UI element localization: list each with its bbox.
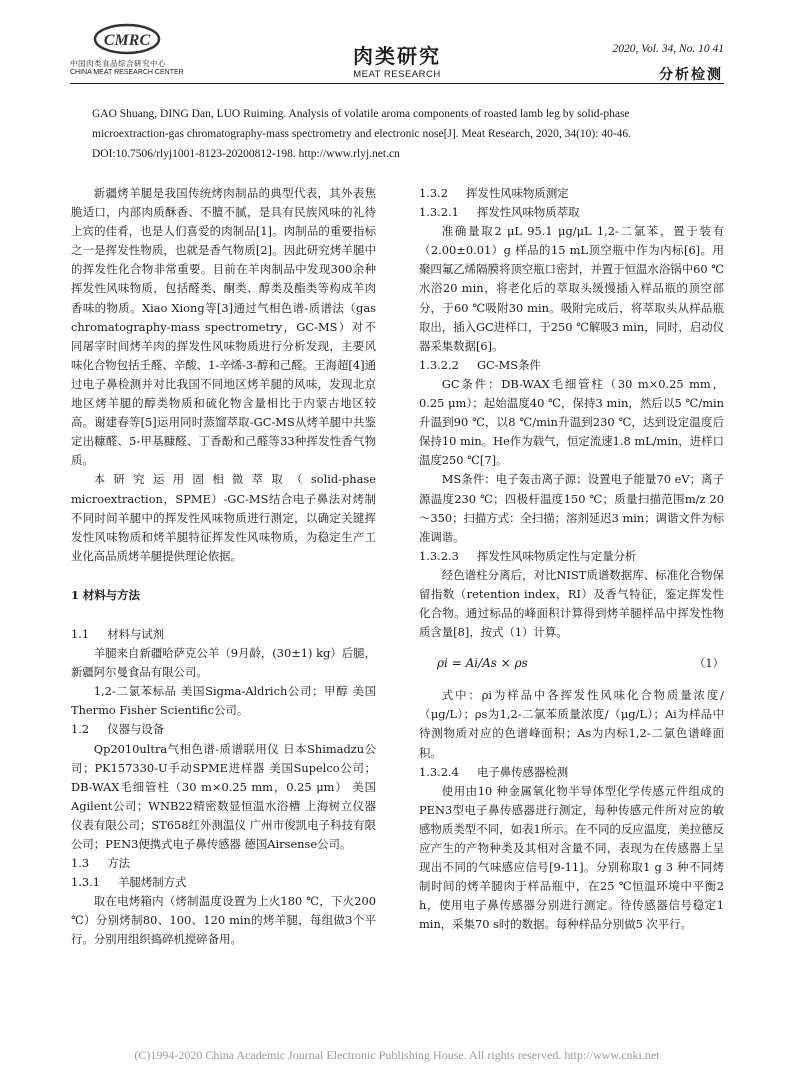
org-name-en: CHINA MEAT RESEARCH CENTER (70, 69, 184, 76)
left-column (71, 184, 376, 950)
body-paragraph: 1,2-二氯苯标品 美国Sigma-Aldrich公司；甲醇 美国Thermo Fisher Scientific公司。 (71, 684, 376, 718)
citation-doi-line: DOI:10.7506/rlyj1001-8123-20200812-198. http://www.rlyj.net.cn (92, 148, 400, 160)
journal-title-cn: 肉类研究 (353, 44, 441, 68)
equation-number: （1） (693, 656, 724, 671)
right-column (419, 184, 724, 934)
issue-info: 2020, Vol. 34, No. 10 41 (612, 43, 724, 55)
copyright-footer: (C)1994-2020 China Academic Journal Electronic Publishing House. All rights reserved. http://www.cnki.net (134, 1048, 660, 1062)
citation-block (92, 104, 716, 164)
body-paragraph: 取在电烤箱内（烤制温度设置为上火180 ℃，下火200 ℃）分别烤制80、100、120 min的烤羊腿，每组做3个平行。分别用组织捣碎机搅碎备用。 (71, 894, 376, 947)
subsubsection-heading: 1.3.2.4 电子鼻传感器检测 (419, 764, 569, 779)
subsection-heading: 1.1 材料与试剂 (71, 626, 165, 641)
org-name-cn: 中国肉类食品综合研究中心 (70, 59, 166, 68)
body-paragraph: GC条件：DB-WAX毛细管柱（30 m×0.25 mm，0.25 μm）；起始温度40 ℃，保持3 min，然后以5 ℃/min升温到90 ℃，以8 ℃/min升温到230 ℃，达到设定温度后保持10 min。He作为载气，恒定流速1.8 mL/min，进样口温度250 ℃[7]。 (419, 376, 724, 468)
subsection-heading: 1.3.2 挥发性风味物质测定 (419, 186, 569, 200)
header-rule (70, 83, 724, 84)
equation (419, 646, 724, 680)
journal-logo (92, 22, 162, 56)
intro-paragraph: 本研究运用固相微萃取（solid-phase microextraction，SPME）-GC-MS结合电子鼻法对烤制不同时间羊腿中的挥发性风味物质进行测定，以确定关键挥发性风味物质和烤羊腿特征挥发性风味物质，为稳定生产工业化高品质烤羊腿提供理论依据。 (71, 472, 376, 563)
body-paragraph: 准确量取2 μL 95.1 μg/μL 1,2-二氯苯，置于装有（2.00±0.01）g 样品的15 mL顶空瓶中作为内标[6]。用聚四氟乙烯隔膜将顶空瓶口密封，并置于恒温水浴锅中60 ℃水浴20 min，将老化后的萃取头缓慢插入样品瓶的顶空部分，于60 ℃吸附30 min。吸附完成后，将萃取头从样品瓶取出，插入GC进样口，于250 ℃解吸3 min，同时，启动仪器采集数据[6]。 (419, 224, 724, 353)
section-label: 分析检测 (659, 67, 723, 83)
cmrc-logo-icon (92, 22, 162, 56)
intro-paragraph: 新疆烤羊腿是我国传统烤肉制品的典型代表，其外表焦脆适口，内部肉质酥香、不膻不腻，是具有民族风味的礼待上宾的佳肴，也是人们喜爱的肉制品[1]。肉制品的重要指标之一是挥发性物质，也就是香气物质[2]。因此研究烤羊腿中的挥发性化合物非常重要。目前在羊肉制品中发现300余种挥发性风味物质，包括醛类、酮类、醇类及酯类等构成羊肉香味的物质。Xiao Xiong等[3]通过气相色谱-质谱法（gas chromatography-mass spectrometry，GC-MS）对不同屠宰时间烤羊肉的挥发性风味物质进行分析发现，主要风味化合物包括壬醛、辛酸、1-辛烯-3-醇和己醛。王海超[4]通过电子鼻检测并对比我国不同地区烤羊腿的风味，发现北京地区烤羊腿的醇类物质和硫化物含量相比于内蒙古地区较高。谢建春等[5]运用同时蒸馏萃取-GC-MS从烤羊腿中共鉴定出糠醛、5-甲基糠醛、丁香酚和己醛等33种挥发性香气物质。 (71, 186, 376, 468)
citation-line: microextraction-gas chromatography-mass spectrometry and electronic nose[J]. Meat Research, 2020, 34(10): 40-46. (92, 128, 632, 140)
section-heading: 1 材料与方法 (71, 587, 140, 602)
subsubsection-heading: 1.3.2.1 挥发性风味物质萃取 (419, 205, 580, 220)
subsubsection-heading: 1.3.2.2 GC-MS条件 (419, 357, 541, 372)
logo-text: CMRC (103, 32, 151, 49)
journal-title-en: MEAT RESEARCH (353, 69, 441, 80)
body-paragraph: 使用由10 种金属氧化物半导体型化学传感元件组成的PEN3型电子鼻传感器进行测定，每种传感元件所对应的敏感物质类型不同，如表1所示。在不同的反应温度，美拉德反应产生的产物种类及其相对含量不同，表现为在传感器上呈现出不同的气味感应信号[9-11]。分别称取1 g 3 种不同烤制时间的烤羊腿肉于样品瓶中，在25 ℃恒温环境中平衡2 h，使用电子鼻传感器分别进行测定。待传感器信号稳定1 min，采集70 s时的数据。每种样品分别做5 次平行。 (419, 783, 724, 932)
body-paragraph: 羊腿来自新疆哈萨克公羊（9月龄，(30±1) kg）后腿，新疆阿尔曼食品有限公司。 (71, 646, 376, 680)
subsection-heading: 1.2 仪器与设备 (71, 722, 165, 737)
body-paragraph: Qp2010ultra气相色谱-质谱联用仪 日本Shimadzu公司；PK157330-U手动SPME进样器 美国Supelco公司；DB-WAX毛细管柱（30 m×0.25 mm，0.25 μm） 美国Agilent公司；WNB22精密数显恒温水浴槽 上海树立仪器仪表有限公司；ST658红外测温仪 广州市俊凯电子科技有限公司；PEN3便携式电子鼻传感器 德国Airsense公司。 (71, 741, 376, 851)
subsubsection-heading: 1.3.2.3 挥发性风味物质定性与定量分析 (419, 548, 637, 563)
body-paragraph: 式中：ρi为样品中各挥发性风味化合物质量浓度/（μg/L）；ρs为1,2-二氯苯质量浓度/（μg/L）；Ai为样品中待测物质对应的色谱峰面积；As为内标1,2-二氯色谱峰面积。 (419, 688, 724, 760)
equation-expression: ρi = Ai/As × ρs (437, 656, 528, 671)
citation-line: GAO Shuang, DING Dan, LUO Ruiming. Analysis of volatile aroma components of roasted lamb leg by solid-phase (92, 108, 630, 120)
body-paragraph: 经色谱柱分离后，对比NIST质谱数据库、标准化合物保留指数（retention index，RI）及香气特征，鉴定挥发性化合物。通过标品的峰面积计算得到烤羊腿样品中挥发性物质含量[8]，按式（1）计算。 (419, 567, 724, 640)
subsubsection-heading: 1.3.1 羊腿烤制方式 (71, 875, 187, 890)
body-paragraph: MS条件：电子轰击离子源；设置电子能量70 eV；离子源温度230 ℃；四极杆温度150 ℃；质量扫描范围m/z 20～350；扫描方式：全扫描；溶剂延迟3 min；调谐文件为标准调谐。 (419, 472, 724, 544)
subsection-heading: 1.3 方法 (71, 856, 131, 871)
